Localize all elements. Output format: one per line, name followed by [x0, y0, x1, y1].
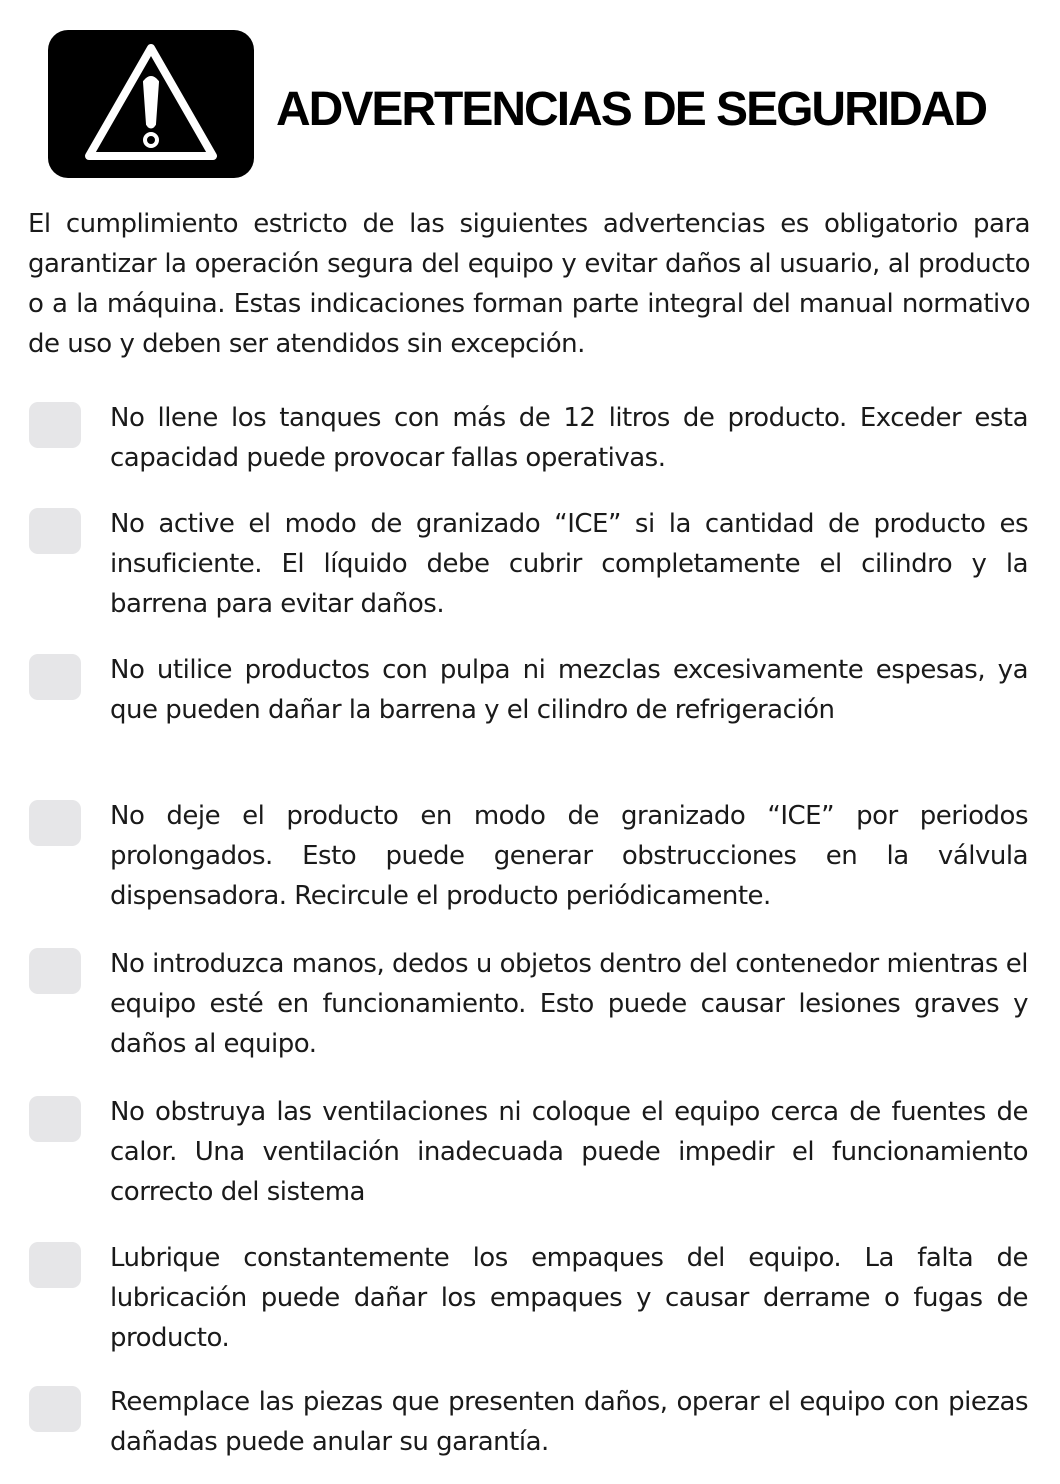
- warning-badge: [48, 30, 254, 178]
- warning-item-text: No introduzca manos, dedos u objetos dentro del contenedor mientras el equipo esté en funcionamiento. Esto puede causar lesiones graves y daños al equipo.: [110, 949, 1028, 1059]
- page-title: ADVERTENCIAS DE SEGURIDAD: [276, 83, 987, 136]
- checkbox[interactable]: [29, 508, 81, 554]
- warning-item-text: No utilice productos con pulpa ni mezclas excesivamente espesas, ya que pueden dañar la barrena y el cilindro de refrigeración: [110, 655, 1028, 725]
- checkbox[interactable]: [29, 402, 81, 448]
- warning-item-text: No deje el producto en modo de granizado “ICE” por periodos prolongados. Esto puede generar obstrucciones en la válvula dispensadora. Recircule el producto periódicamente.: [110, 801, 1028, 911]
- checkbox[interactable]: [29, 654, 81, 700]
- checkbox[interactable]: [29, 1242, 81, 1288]
- checkbox[interactable]: [29, 800, 81, 846]
- warning-item-text: Lubrique constantemente los empaques del equipo. La falta de lubricación puede dañar los empaques y causar derrame o fugas de producto.: [110, 1243, 1028, 1353]
- checkbox[interactable]: [29, 1386, 81, 1432]
- checkbox[interactable]: [29, 1096, 81, 1142]
- warning-item-text: No obstruya las ventilaciones ni coloque el equipo cerca de fuentes de calor. Una ventilación inadecuada puede impedir el funcionamiento correcto del sistema: [110, 1097, 1028, 1207]
- warning-item-text: No active el modo de granizado “ICE” si la cantidad de producto es insuficiente. El líquido debe cubrir completamente el cilindro y la barrena para evitar daños.: [110, 509, 1028, 619]
- checkbox[interactable]: [29, 948, 81, 994]
- warning-triangle-icon: [48, 30, 254, 178]
- warning-item-text: Reemplace las piezas que presenten daños, operar el equipo con piezas dañadas puede anular su garantía.: [110, 1387, 1028, 1457]
- warning-item-text: No llene los tanques con más de 12 litros de producto. Exceder esta capacidad puede provocar fallas operativas.: [110, 403, 1028, 473]
- intro-paragraph: El cumplimiento estricto de las siguientes advertencias es obligatorio para garantizar la operación segura del equipo y evitar daños al usuario, al producto o a la máquina. Estas indicaciones forman parte integral del manual normativo de uso y deben ser atendidos sin excepción.: [28, 209, 1030, 359]
- header: [48, 30, 1028, 178]
